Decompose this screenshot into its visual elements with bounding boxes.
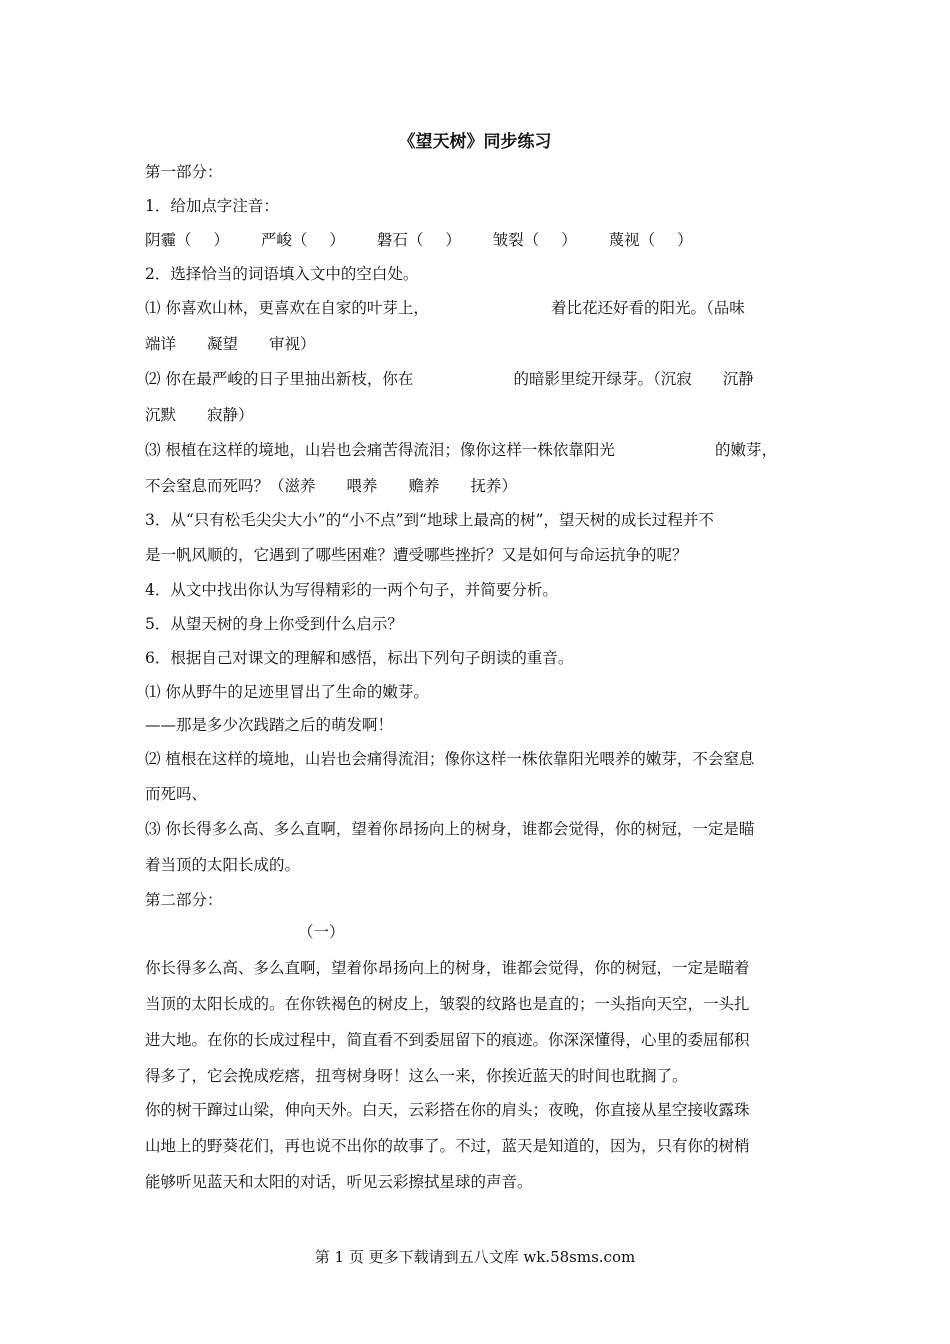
question-6: 6．根据自己对课文的理解和感悟，标出下列句子朗读的重音。: [145, 649, 574, 667]
question-3-line2: 是一帆风顺的，它遇到了哪些困难？遭受哪些挫折？又是如何与命运抗争的呢？: [145, 546, 688, 564]
question-2-3: ⑶ 根植在这样的境地，山岩也会痛苦得流泪；像你这样一株依靠阳光 的嫩芽，: [145, 441, 777, 459]
q1-item: 严峻（: [260, 231, 308, 249]
question-4: 4．从文中找出你认为写得精彩的一两个句子，并简要分析。: [145, 581, 558, 599]
passage-line: 能够听见蓝天和太阳的对话，听见云彩擦拭星球的声音。: [145, 1173, 533, 1191]
question-5: 5．从望天树的身上你受到什么启示？: [145, 615, 403, 633]
question-6-3a: ⑶ 你长得多么高、多么直啊，望着你昂扬向上的树身，谁都会觉得，你的树冠，一定是瞄: [145, 820, 755, 838]
question-2-2-options: 沉默 寂静）: [145, 406, 254, 424]
passage-line: 当顶的太阳长成的。在你铁褐色的树皮上，皱裂的纹路也是直的；一头指向天空，一头扎: [145, 995, 750, 1013]
q1-item: 蔑视（: [608, 231, 656, 249]
q1-item: 皱裂（: [492, 231, 540, 249]
question-1: 1．给加点字注音：: [145, 197, 279, 215]
page-footer: 第 1 页 更多下载请到五八文库 wk.58sms.com: [314, 1248, 636, 1266]
question-6-2b: 而死吗、: [145, 785, 208, 803]
q1-item: 磐石（: [376, 231, 424, 249]
question-3-line1: 3．从“只有松毛尖尖大小”的“小不点”到“地球上最高的树”，望天树的成长过程并不: [145, 511, 714, 529]
passage-line: 你长得多么高、多么直啊，望着你昂扬向上的树身，谁都会觉得，你的树冠，一定是瞄着: [145, 959, 750, 977]
question-6-2a: ⑵ 植根在这样的境地，山岩也会痛得流泪；像你这样一株依靠阳光喂养的嫩芽，不会窒息: [145, 750, 755, 768]
question-6-1b: ——那是多少次践踏之后的萌发啊！: [145, 716, 394, 734]
question-2-1: ⑴ 你喜欢山林，更喜欢在自家的叶芽上， 着比花还好看的阳光。（品味: [145, 299, 745, 317]
passage-line: 得多了，它会挽成疙瘩，扭弯树身呀！这么一来，你挨近蓝天的时间也耽搁了。: [145, 1067, 688, 1085]
part2-heading: 第二部分：: [145, 891, 223, 909]
question-6-1a: ⑴ 你从野牛的足迹里冒出了生命的嫩芽。: [145, 683, 429, 701]
part1-heading: 第一部分：: [145, 163, 223, 181]
question-2-3-options: 不会窒息而死吗？（滋养 喂养 赡养 抚养）: [145, 477, 518, 495]
passage-line: 山地上的野葵花们，再也说不出你的故事了。不过，蓝天是知道的，因为，只有你的树梢: [145, 1137, 750, 1155]
question-2: 2．选择恰当的词语填入文中的空白处。: [145, 265, 419, 283]
page-title: 《望天树》同步练习: [398, 132, 552, 152]
question-6-3b: 着当顶的太阳长成的。: [145, 856, 301, 874]
question-2-2: ⑵ 你在最严峻的日子里抽出新枝，你在 的暗影里绽开绿芽。（沉寂 沉静: [145, 370, 754, 388]
q1-item: 阴霾（: [145, 231, 192, 249]
passage-line: 你的树干蹿过山梁，伸向天外。白天，云彩搭在你的肩头；夜晚，你直接从星空接收露珠: [145, 1101, 750, 1119]
section-1-heading: （一）: [298, 923, 345, 941]
question-1-items: 阴霾（ ） 严峻（ ） 磐石（ ） 皱裂（ ） 蔑视（ ）: [145, 231, 693, 249]
passage-line: 进大地。在你的长成过程中，简直看不到委屈留下的痕迹。你深深懂得，心里的委屈郁积: [145, 1031, 750, 1049]
question-2-1-options: 端详 凝望 审视）: [145, 335, 316, 353]
